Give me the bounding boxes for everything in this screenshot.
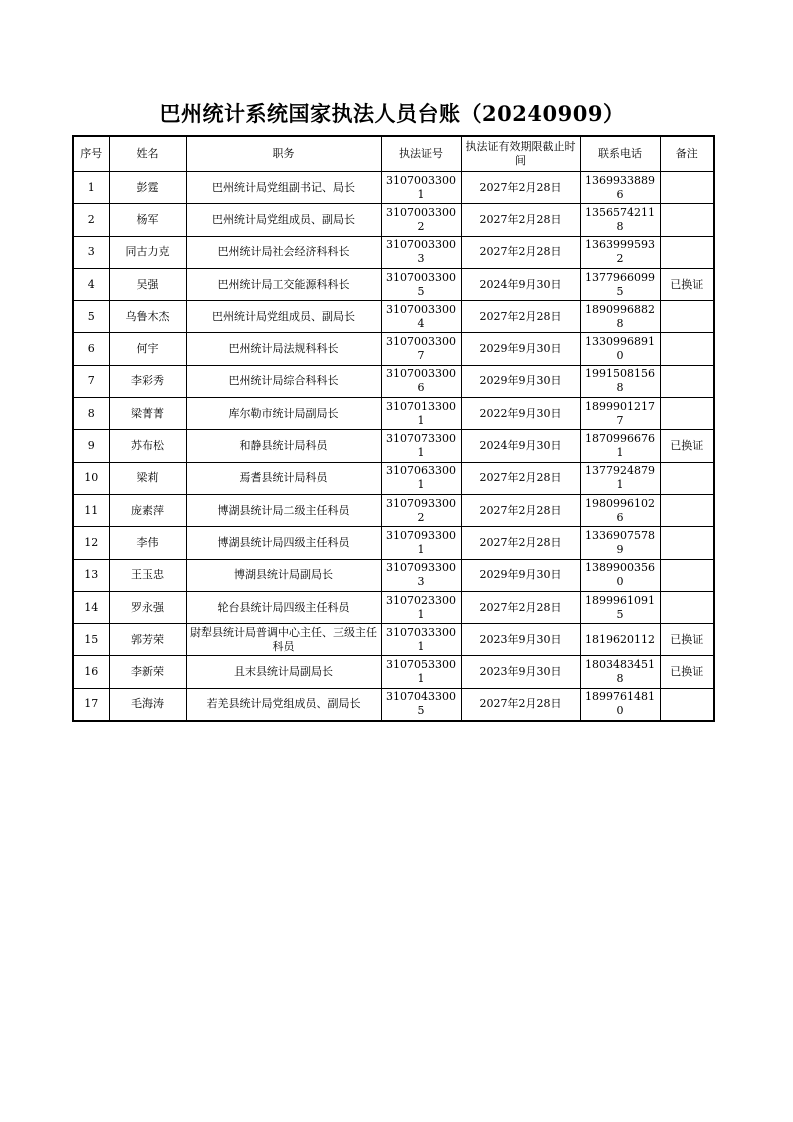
cell-cert-number: 31070033001 xyxy=(381,172,461,204)
cell-remark xyxy=(660,301,714,333)
cell-cert-number: 31070033003 xyxy=(381,236,461,268)
cell-expiry: 2024年9月30日 xyxy=(461,268,580,300)
cell-cert-number: 31070033006 xyxy=(381,365,461,397)
table-row xyxy=(73,527,714,559)
cell-phone: 1819620112 xyxy=(580,624,660,656)
cell-position: 尉犁县统计局普调中心主任、三级主任科员 xyxy=(186,624,381,656)
cell-index: 16 xyxy=(73,656,109,688)
cell-phone: 13779660995 xyxy=(580,268,660,300)
cell-phone: 13369075789 xyxy=(580,527,660,559)
cell-position: 巴州统计局社会经济科科长 xyxy=(186,236,381,268)
header-cert-number: 执法证号 xyxy=(381,136,461,172)
table-row xyxy=(73,301,714,333)
personnel-table xyxy=(72,135,715,722)
cell-remark xyxy=(660,462,714,494)
cell-name: 李彩秀 xyxy=(109,365,186,397)
cell-name: 梁菁菁 xyxy=(109,398,186,430)
cell-index: 9 xyxy=(73,430,109,462)
header-expiry: 执法证有效期限截止时间 xyxy=(461,136,580,172)
cell-expiry: 2024年9月30日 xyxy=(461,430,580,462)
cell-index: 6 xyxy=(73,333,109,365)
cell-phone: 18999610915 xyxy=(580,591,660,623)
cell-phone: 18999012177 xyxy=(580,398,660,430)
cell-expiry: 2027年2月28日 xyxy=(461,301,580,333)
cell-remark xyxy=(660,236,714,268)
cell-expiry: 2022年9月30日 xyxy=(461,398,580,430)
cell-position: 且末县统计局副局长 xyxy=(186,656,381,688)
cell-name: 吴强 xyxy=(109,268,186,300)
cell-name: 彭霆 xyxy=(109,172,186,204)
cell-expiry: 2027年2月28日 xyxy=(461,236,580,268)
cell-name: 王玉忠 xyxy=(109,559,186,591)
cell-remark xyxy=(660,559,714,591)
cell-remark xyxy=(660,333,714,365)
cell-position: 库尔勒市统计局副局长 xyxy=(186,398,381,430)
cell-name: 李伟 xyxy=(109,527,186,559)
cell-name: 苏布松 xyxy=(109,430,186,462)
header-index: 序号 xyxy=(73,136,109,172)
cell-index: 14 xyxy=(73,591,109,623)
cell-phone: 18997614810 xyxy=(580,688,660,721)
cell-expiry: 2027年2月28日 xyxy=(461,172,580,204)
table-row xyxy=(73,333,714,365)
cell-expiry: 2027年2月28日 xyxy=(461,204,580,236)
cell-index: 11 xyxy=(73,494,109,526)
table-row xyxy=(73,236,714,268)
cell-index: 13 xyxy=(73,559,109,591)
cell-position: 巴州统计局法规科科长 xyxy=(186,333,381,365)
cell-remark: 已换证 xyxy=(660,656,714,688)
table-row xyxy=(73,398,714,430)
header-row xyxy=(73,136,714,172)
table-row xyxy=(73,462,714,494)
cell-index: 3 xyxy=(73,236,109,268)
cell-cert-number: 31070733001 xyxy=(381,430,461,462)
page-title: 巴州统计系统国家执法人员台账（20240909） xyxy=(159,101,625,126)
cell-remark xyxy=(660,494,714,526)
cell-cert-number: 31070233001 xyxy=(381,591,461,623)
table-row xyxy=(73,591,714,623)
cell-phone: 13779248791 xyxy=(580,462,660,494)
cell-expiry: 2023年9月30日 xyxy=(461,624,580,656)
cell-remark xyxy=(660,527,714,559)
cell-expiry: 2027年2月28日 xyxy=(461,462,580,494)
cell-cert-number: 31070633001 xyxy=(381,462,461,494)
cell-remark xyxy=(660,204,714,236)
cell-position: 博湖县统计局四级主任科员 xyxy=(186,527,381,559)
cell-cert-number: 31070033007 xyxy=(381,333,461,365)
cell-index: 7 xyxy=(73,365,109,397)
header-position: 职务 xyxy=(186,136,381,172)
cell-remark: 已换证 xyxy=(660,430,714,462)
cell-name: 乌鲁木杰 xyxy=(109,301,186,333)
header-name: 姓名 xyxy=(109,136,186,172)
cell-remark xyxy=(660,172,714,204)
cell-cert-number: 31070933002 xyxy=(381,494,461,526)
table-row xyxy=(73,656,714,688)
cell-name: 郭芳荣 xyxy=(109,624,186,656)
header-remark: 备注 xyxy=(660,136,714,172)
table-row xyxy=(73,430,714,462)
cell-cert-number: 31070033004 xyxy=(381,301,461,333)
cell-name: 杨军 xyxy=(109,204,186,236)
cell-phone: 13899003560 xyxy=(580,559,660,591)
cell-phone: 19915081568 xyxy=(580,365,660,397)
cell-name: 罗永强 xyxy=(109,591,186,623)
table-row xyxy=(73,204,714,236)
cell-remark: 已换证 xyxy=(660,268,714,300)
cell-name: 毛海涛 xyxy=(109,688,186,721)
cell-position: 巴州统计局综合科科长 xyxy=(186,365,381,397)
cell-phone: 19809961026 xyxy=(580,494,660,526)
cell-position: 巴州统计局党组成员、副局长 xyxy=(186,204,381,236)
cell-phone: 18909968828 xyxy=(580,301,660,333)
cell-expiry: 2029年9月30日 xyxy=(461,333,580,365)
cell-phone: 13565742118 xyxy=(580,204,660,236)
cell-cert-number: 31070033005 xyxy=(381,268,461,300)
cell-name: 庞素萍 xyxy=(109,494,186,526)
table-row xyxy=(73,624,714,656)
cell-expiry: 2027年2月28日 xyxy=(461,688,580,721)
cell-cert-number: 31070333001 xyxy=(381,624,461,656)
cell-cert-number: 31070033002 xyxy=(381,204,461,236)
cell-name: 同古力克 xyxy=(109,236,186,268)
cell-remark xyxy=(660,688,714,721)
cell-index: 12 xyxy=(73,527,109,559)
cell-name: 何宇 xyxy=(109,333,186,365)
cell-position: 和静县统计局科员 xyxy=(186,430,381,462)
cell-expiry: 2023年9月30日 xyxy=(461,656,580,688)
table-row xyxy=(73,268,714,300)
cell-position: 巴州统计局党组成员、副局长 xyxy=(186,301,381,333)
cell-position: 博湖县统计局二级主任科员 xyxy=(186,494,381,526)
cell-cert-number: 31070433005 xyxy=(381,688,461,721)
cell-index: 15 xyxy=(73,624,109,656)
cell-index: 4 xyxy=(73,268,109,300)
cell-remark xyxy=(660,591,714,623)
table-row xyxy=(73,688,714,721)
cell-index: 8 xyxy=(73,398,109,430)
cell-expiry: 2027年2月28日 xyxy=(461,591,580,623)
table-row xyxy=(73,365,714,397)
cell-index: 17 xyxy=(73,688,109,721)
table-row xyxy=(73,172,714,204)
cell-cert-number: 31070133001 xyxy=(381,398,461,430)
cell-index: 1 xyxy=(73,172,109,204)
table-row xyxy=(73,559,714,591)
header-phone: 联系电话 xyxy=(580,136,660,172)
table-row xyxy=(73,494,714,526)
cell-index: 10 xyxy=(73,462,109,494)
cell-position: 巴州统计局工交能源科科长 xyxy=(186,268,381,300)
cell-position: 若羌县统计局党组成员、副局长 xyxy=(186,688,381,721)
cell-position: 焉耆县统计局科员 xyxy=(186,462,381,494)
cell-phone: 13699338896 xyxy=(580,172,660,204)
cell-phone: 13639995932 xyxy=(580,236,660,268)
cell-cert-number: 31070933003 xyxy=(381,559,461,591)
cell-phone: 18709966761 xyxy=(580,430,660,462)
cell-expiry: 2027年2月28日 xyxy=(461,494,580,526)
cell-name: 梁莉 xyxy=(109,462,186,494)
cell-index: 5 xyxy=(73,301,109,333)
cell-remark xyxy=(660,398,714,430)
cell-name: 李新荣 xyxy=(109,656,186,688)
cell-remark xyxy=(660,365,714,397)
cell-phone: 18034834518 xyxy=(580,656,660,688)
cell-remark: 已换证 xyxy=(660,624,714,656)
cell-expiry: 2027年2月28日 xyxy=(461,527,580,559)
cell-expiry: 2029年9月30日 xyxy=(461,365,580,397)
cell-position: 巴州统计局党组副书记、局长 xyxy=(186,172,381,204)
cell-index: 2 xyxy=(73,204,109,236)
cell-cert-number: 31070533001 xyxy=(381,656,461,688)
cell-phone: 13309968910 xyxy=(580,333,660,365)
cell-position: 博湖县统计局副局长 xyxy=(186,559,381,591)
cell-expiry: 2029年9月30日 xyxy=(461,559,580,591)
table-body xyxy=(73,172,714,722)
cell-position: 轮台县统计局四级主任科员 xyxy=(186,591,381,623)
cell-cert-number: 31070933001 xyxy=(381,527,461,559)
